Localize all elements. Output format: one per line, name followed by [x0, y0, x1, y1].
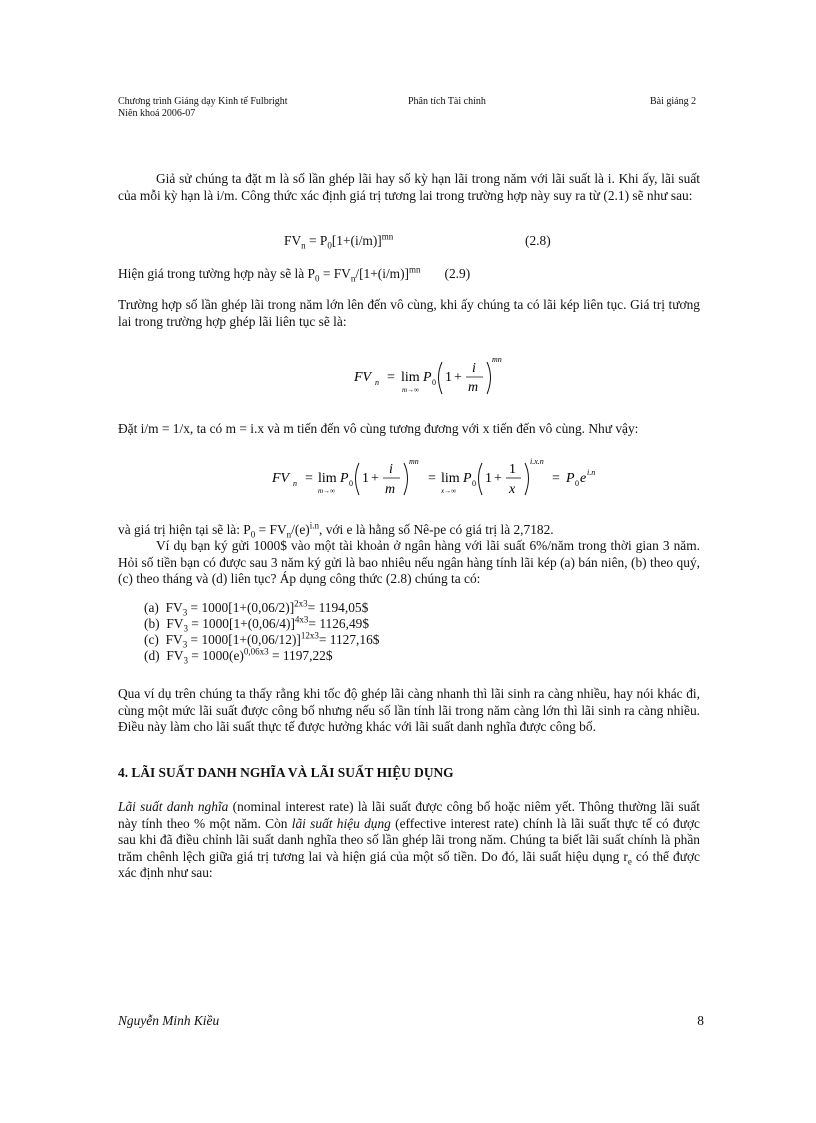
f2-p2-sub: 0 [472, 479, 476, 488]
f2-rparen2 [525, 463, 529, 495]
formula-p-sub: 0 [432, 378, 436, 387]
f2-e: e [580, 471, 587, 486]
f2-rparen1 [404, 463, 408, 495]
f2-n-sub: n [293, 479, 297, 488]
calc-item-b: (b) $FV_3 = 1000[1+(0,06/4)]^{4x3}=$ 1126,49$ [144, 614, 370, 634]
f2-lim1: lim [318, 471, 337, 486]
paragraph-substitution: Đặt i/m = 1/x, ta có m = i.x và m tiến đến vô cùng tương đương với x tiến đến vô cùng. Như vậy: [118, 421, 639, 436]
calc-item-d: (d) $FV_3 = 1000(e)^{0,06x3}$ = 1197,22$ [144, 646, 333, 666]
f2-fv: FV [272, 471, 290, 486]
formula-lim: lim [401, 370, 420, 385]
formula-left-paren [439, 362, 443, 394]
page-number: 8 [697, 1013, 704, 1028]
f2-lparen2 [479, 463, 483, 495]
equation-2-8-label: (2.8) [525, 233, 551, 248]
f2-m-inf: m→∞ [318, 487, 336, 495]
formula-euler-limit [268, 455, 608, 511]
formula-p: P [423, 370, 432, 385]
calc-item-c: (c) $FV_3 = 1000[1+(0,06/12)]^{12x3}=$ 1127,16$ [144, 630, 380, 650]
formula-plus: + [454, 370, 462, 385]
formula-continuous-limit [350, 350, 520, 406]
calc-item-a: (a) $FV_3 = 1000[1+(0,06/2)]^{2x3}=$ 1194,05$ [144, 598, 369, 618]
section-heading: 4. LÃI SUẤT DANH NGHĨA VÀ LÃI SUẤT HIỆU DỤNG [118, 765, 454, 780]
pv-continuous-line: và giá trị hiện tại sẽ là: $P_0 = FV_n/(e)^{i.n}$, với e là hằng số Nê-pe có giá trị là 2,7182. [118, 520, 554, 540]
f2-one3: 1 [509, 462, 516, 477]
formula-m-inf: m→∞ [402, 386, 420, 394]
f2-p3: P [566, 471, 575, 486]
f2-eq1: = [305, 471, 313, 486]
header-program: Chương trình Giảng dạy Kinh tế Fulbright [118, 96, 288, 107]
f2-x: x [509, 482, 516, 497]
formula-n-sub: n [375, 378, 379, 387]
f2-i: i [389, 462, 393, 477]
f2-eq3: = [552, 471, 560, 486]
pv-equation-2-9: Hiện giá trong tường hợp này sẽ là $P_0 = FV_n/[1+(i/m)]^{mn}$ (2.9) [118, 264, 471, 284]
f2-one2: 1 [485, 471, 492, 486]
f2-one1: 1 [362, 471, 369, 486]
f2-p3-sub: 0 [575, 479, 579, 488]
f2-exp-mn: mn [409, 457, 419, 466]
f2-lparen1 [356, 463, 360, 495]
formula-i: i [472, 361, 476, 376]
paragraph-example: Ví dụ bạn ký gửi 1000$ vào một tài khoản ở ngân hàng với lãi suất 6%/năm trong thời gian 3 năm. Hỏi số tiền bạn có được sau 3 năm ký gửi là bao nhiêu nếu ngân hàng tính lãi kép (a) bán niên, (b) theo quý, (c) theo tháng và (d) liên tục? Áp dụng công thức (2.8) chúng ta có: [118, 538, 700, 586]
f2-exp-ixn: i.x.n [530, 457, 544, 466]
calc-list [144, 600, 380, 664]
formula-m: m [468, 380, 479, 395]
f2-exp-in: i.n [587, 468, 596, 477]
f2-plus1: + [371, 471, 379, 486]
f2-p1: P [340, 471, 349, 486]
formula-eq: = [387, 370, 395, 385]
f2-x-inf: x→∞ [441, 487, 457, 495]
f2-eq2: = [428, 471, 436, 486]
formula-fv: FV [354, 370, 372, 385]
f2-plus2: + [494, 471, 502, 486]
paragraph-conclusion: Qua ví dụ trên chúng ta thấy rằng khi tốc độ ghép lãi càng nhanh thì lãi sinh ra càng nhiều, hay nói khác đi, cùng một mức lãi suất được công bố nhưng nếu số lần tính lãi trong năm càng lớn thì lãi sinh ra càng nhiều. Điều này làm cho lãi suất thực tế được hưởng khác với lãi suất danh nghĩa được công bố. [118, 686, 700, 734]
equation-2-8: $FV_n = P_0[1+(i/m)]^{mn}$ [284, 231, 394, 251]
formula-right-paren [487, 362, 491, 394]
paragraph-intro: Giả sử chúng ta đặt m là số lần ghép lãi hay số kỳ hạn lãi trong năm với lãi suất là i. Khi ấy, lãi suất của mỗi kỳ hạn là i/m. Công thức xác định giá trị tương lai trong trường hợp này suy ra từ (2.1) sẽ như sau: [118, 171, 700, 203]
formula-exp-mn: mn [492, 355, 502, 364]
formula-one: 1 [445, 370, 452, 385]
f2-p1-sub: 0 [349, 479, 353, 488]
header-year: Niên khoá 2006-07 [118, 108, 196, 119]
footer-author: Nguyễn Minh Kiều [118, 1013, 220, 1028]
f2-p2: P [463, 471, 472, 486]
f2-m: m [385, 482, 396, 497]
header-course: Phân tích Tài chính [408, 96, 486, 107]
header-lecture: Bài giảng 2 [650, 96, 697, 107]
paragraph-definitions: Lãi suất danh nghĩa (nominal interest rate) là lãi suất được công bố hoặc niêm yết. Thông thường lãi suất này tính theo % một năm. Còn lãi suất hiệu dụng (effective interest rate) chính là lãi suất thực tế có được sau khi đã điều chỉnh lãi suất danh nghĩa theo số lần ghép lãi trong năm. Chúng ta biết lãi suất chính là phần trăm chênh lệch giữa giá trị tương lai và hiện giá của một số tiền. Do đó, lãi suất hiệu dụng $r_e$ có thể được xác định như sau: [118, 799, 700, 880]
f2-lim2: lim [441, 471, 460, 486]
paragraph-continuous: Trường hợp số lần ghép lãi trong năm lớn lên đến vô cùng, khi ấy chúng ta có lãi kép liên tục. Giá trị tương lai trong trường hợp ghép lãi liên tục sẽ là: [118, 297, 700, 329]
